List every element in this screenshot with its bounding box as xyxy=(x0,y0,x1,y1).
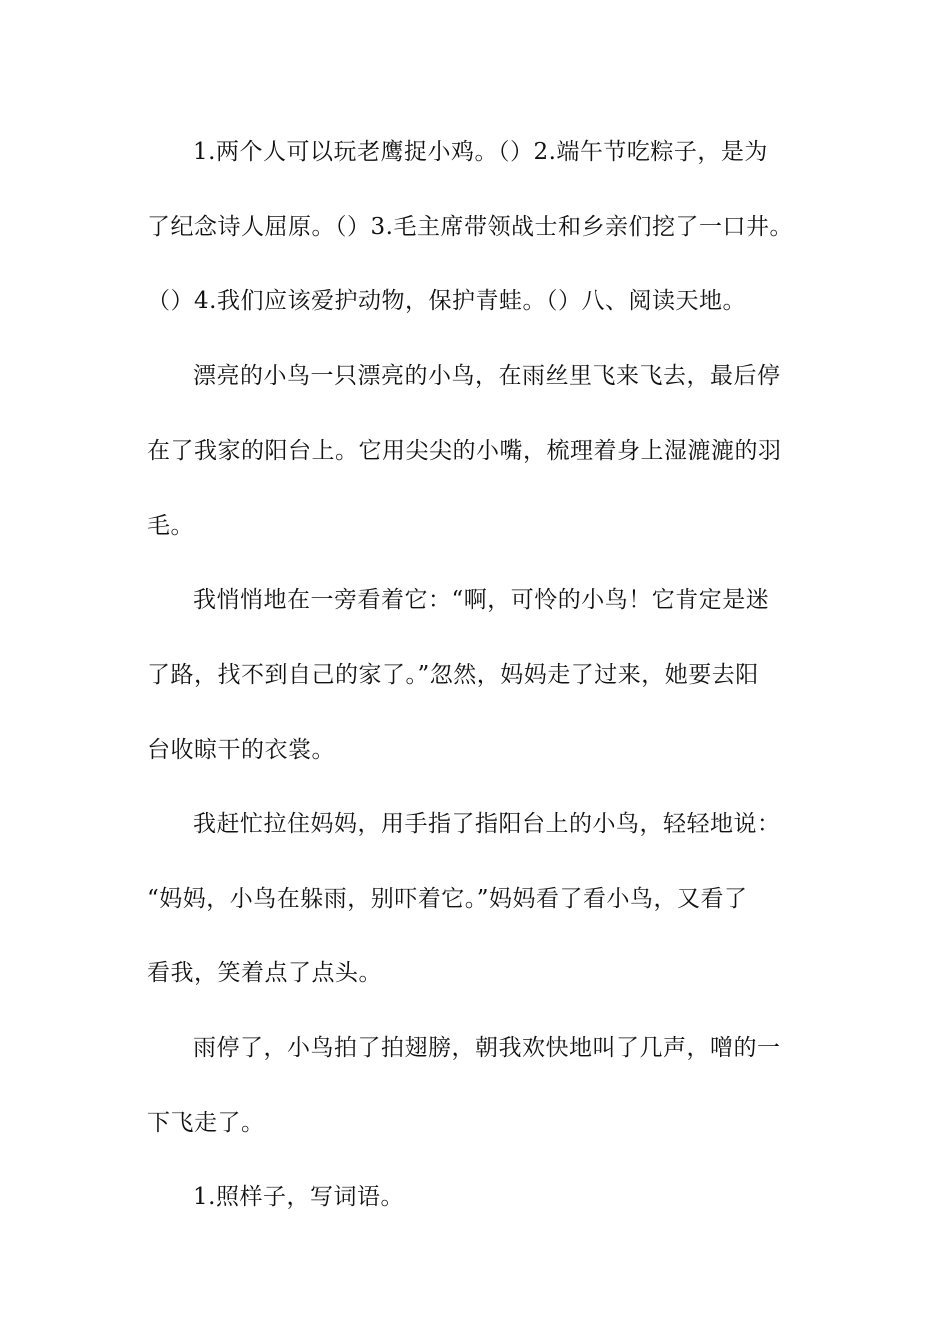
paragraph-4-line-2: 下飞走了。 xyxy=(147,1110,265,1136)
text-line-question-1: 1.两个人可以玩老鹰捉小鸡。（）2.端午节吃粽子，是为 xyxy=(193,139,768,165)
paragraph-2-line-2: 了路，找不到自己的家了。”忽然，妈妈走了过来，她要去阳 xyxy=(147,662,759,688)
paragraph-3-line-1: 我赶忙拉住妈妈，用手指了指阳台上的小鸟，轻轻地说： xyxy=(193,811,781,837)
paragraph-2-line-3: 台收晾干的衣裳。 xyxy=(147,737,335,763)
paragraph-4-line-1: 雨停了，小鸟拍了拍翅膀，朝我欢快地叫了几声，噌的一 xyxy=(193,1035,781,1061)
paragraph-1-line-3: 毛。 xyxy=(147,513,194,539)
paragraph-1-line-1: 漂亮的小鸟一只漂亮的小鸟，在雨丝里飞来飞去，最后停 xyxy=(193,363,781,389)
paragraph-2-line-1: 我悄悄地在一旁看着它：“啊，可怜的小鸟！它肯定是迷 xyxy=(193,587,770,613)
paragraph-3-line-2: “妈妈，小鸟在躲雨，别吓着它。”妈妈看了看小鸟，又看了 xyxy=(147,886,748,912)
text-line-question-2: 了纪念诗人屈原。（）3.毛主席带领战士和乡亲们挖了一口井。 xyxy=(147,214,793,240)
text-line-question-4: （）4.我们应该爱护动物，保护青蛙。（）八、阅读天地。 xyxy=(147,288,746,314)
paragraph-1-line-2: 在了我家的阳台上。它用尖尖的小嘴，梳理着身上湿漉漉的羽 xyxy=(147,438,782,464)
exercise-instruction: 1.照样子，写词语。 xyxy=(193,1184,404,1210)
paragraph-3-line-3: 看我，笑着点了点头。 xyxy=(147,960,382,986)
